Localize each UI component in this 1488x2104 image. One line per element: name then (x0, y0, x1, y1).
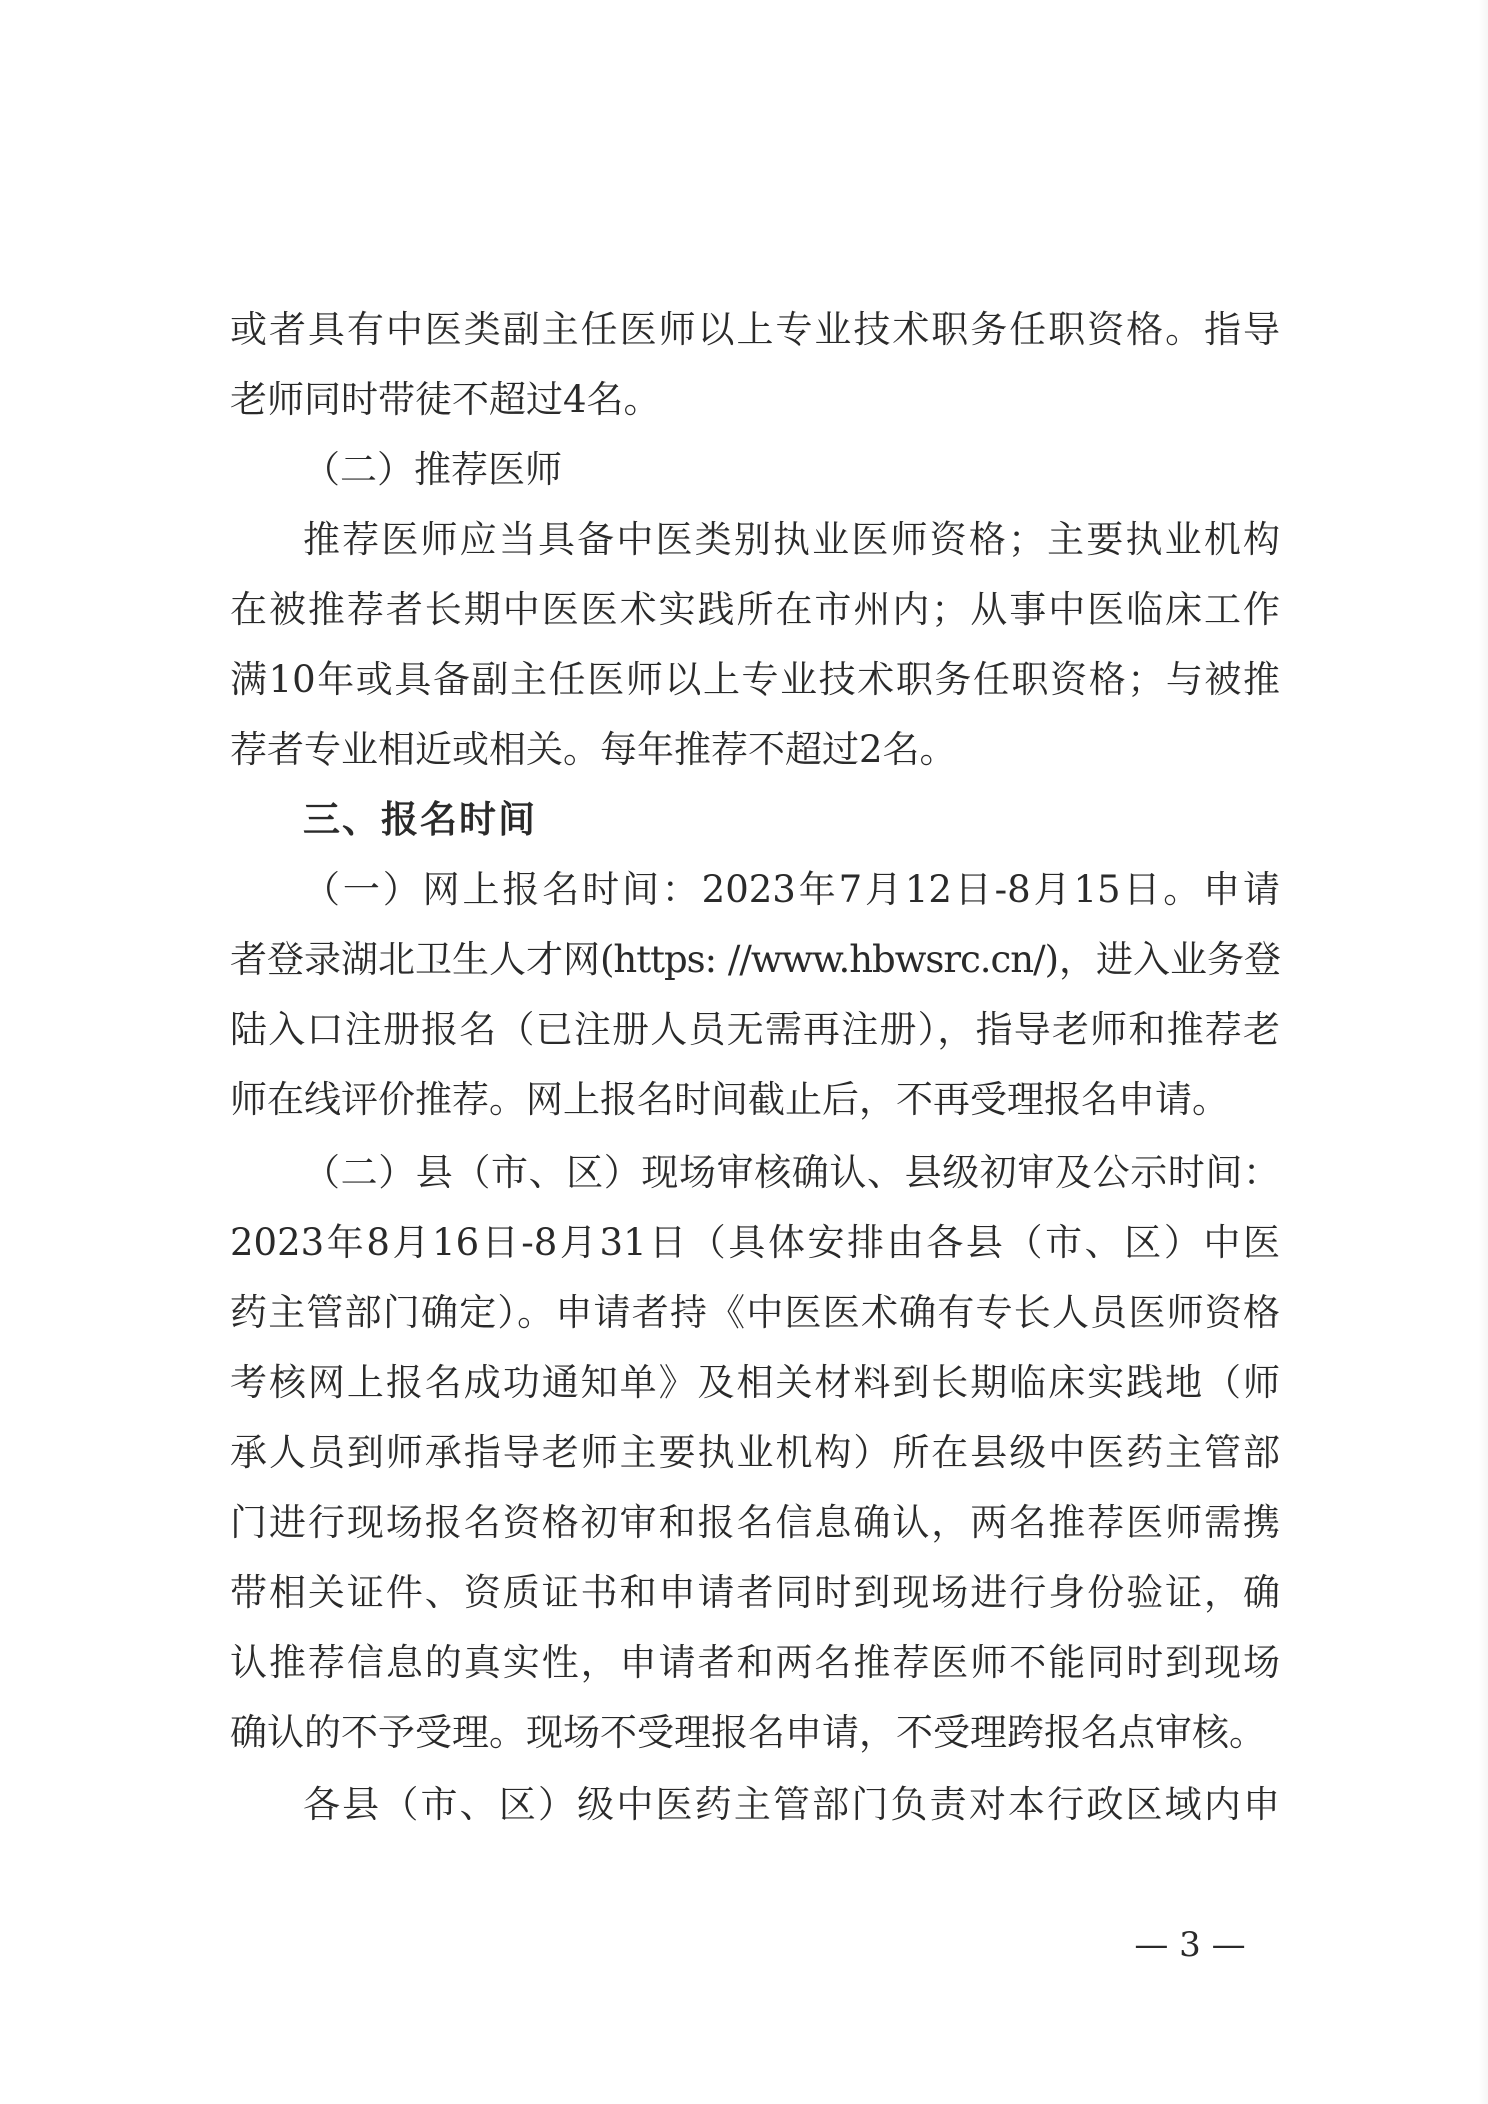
body-line-12: 师在线评价推荐。网上报名时间截止后，不再受理报名申请。 (230, 1078, 1229, 1121)
body-line-20: 认推荐信息的真实性，申请者和两名推荐医师不能同时到现场 (230, 1641, 1280, 1684)
body-line-5: 在被推荐者长期中医医术实践所在市州内；从事中医临床工作 (230, 588, 1280, 631)
page-number: — 3 — (1134, 1925, 1246, 1965)
body-line-4: 推荐医师应当具备中医类别执业医师资格；主要执业机构 (303, 518, 1280, 561)
body-line-18: 门进行现场报名资格初审和报名信息确认，两名推荐医师需携 (230, 1501, 1280, 1544)
section-heading-registration-time: 三、报名时间 (303, 798, 537, 841)
body-line-2: 老师同时带徒不超过4名。 (230, 378, 661, 421)
body-line-21: 确认的不予受理。现场不受理报名申请，不受理跨报名点审核。 (230, 1711, 1266, 1754)
body-line-1: 或者具有中医类副主任医师以上专业技术职务任职资格。指导 (230, 308, 1280, 351)
body-line-22: 各县（市、区）级中医药主管部门负责对本行政区域内申 (303, 1783, 1280, 1826)
body-line-14: 2023年8月16日-8月31日（具体安排由各县（市、区）中医 (230, 1221, 1280, 1264)
body-line-11: 陆入口注册报名（已注册人员无需再注册），指导老师和推荐老 (230, 1008, 1280, 1051)
body-line-10: 者登录湖北卫生人才网(https: //www.hbwsrc.cn/)，进入业务登 (230, 938, 1280, 981)
body-line-15: 药主管部门确定）。申请者持《中医医术确有专长人员医师资格 (230, 1291, 1280, 1334)
body-line-13: （二）县（市、区）现场审核确认、县级初审及公示时间： (303, 1151, 1280, 1194)
body-line-16: 考核网上报名成功通知单》及相关材料到长期临床实践地（师 (230, 1361, 1280, 1404)
body-line-9: （一）网上报名时间：2023年7月12日-8月15日。申请 (303, 868, 1280, 911)
subheading-recommending-physician: （二）推荐医师 (303, 448, 562, 491)
body-line-17: 承人员到师承指导老师主要执业机构）所在县级中医药主管部 (230, 1431, 1280, 1474)
body-line-19: 带相关证件、资质证书和申请者同时到现场进行身份验证，确 (230, 1571, 1280, 1614)
body-line-6: 满10年或具备副主任医师以上专业技术职务任职资格；与被推 (230, 658, 1280, 701)
body-line-7: 荐者专业相近或相关。每年推荐不超过2名。 (230, 728, 957, 771)
paper-edge (1478, 0, 1488, 2104)
